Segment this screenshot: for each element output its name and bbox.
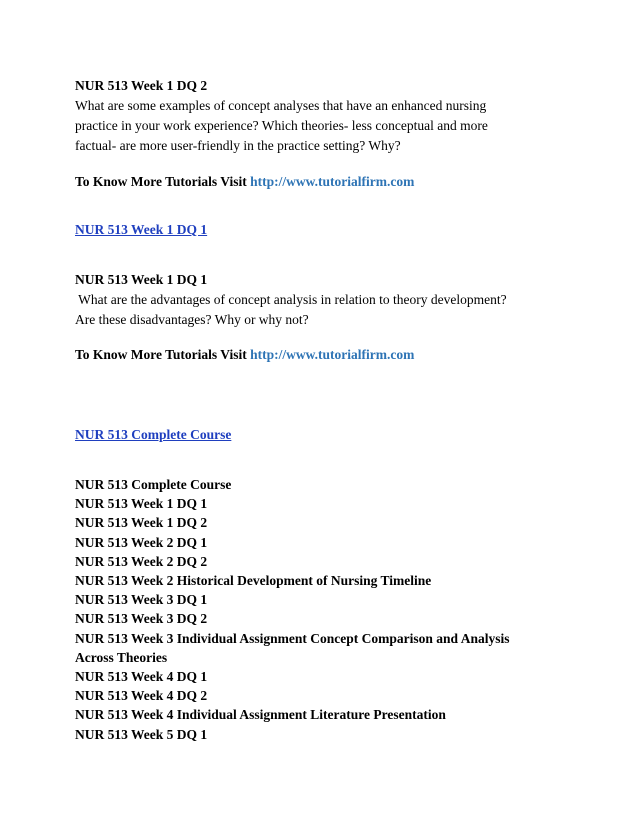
list-item: NUR 513 Week 1 DQ 1 xyxy=(75,496,208,512)
list-item: NUR 513 Week 3 Individual Assignment Concept Comparison and Analysis xyxy=(75,630,510,646)
link-row xyxy=(75,425,575,445)
body-line: What are some examples of concept analyses that have an enhanced nursing xyxy=(75,98,487,113)
list-item: NUR 513 Week 2 DQ 2 xyxy=(75,553,208,569)
visit-url-link[interactable]: http://www.tutorialfirm.com xyxy=(250,347,415,362)
section-heading: NUR 513 Week 1 DQ 1 xyxy=(75,272,208,287)
list-item: NUR 513 Week 2 DQ 1 xyxy=(75,534,208,550)
list-item: NUR 513 Week 3 DQ 1 xyxy=(75,592,208,608)
list-item: Across Theories xyxy=(75,649,168,665)
list-item: NUR 513 Week 4 Individual Assignment Literature Presentation xyxy=(75,707,446,723)
visit-line xyxy=(75,172,575,192)
visit-line xyxy=(75,345,575,365)
section-heading: NUR 513 Week 1 DQ 2 xyxy=(75,78,208,93)
body-line: Are these disadvantages? Why or why not? xyxy=(75,312,309,327)
course-list xyxy=(75,475,575,744)
body-line: factual- are more user-friendly in the practice setting? Why? xyxy=(75,138,401,153)
list-item: NUR 513 Week 3 DQ 2 xyxy=(75,611,208,627)
list-item: NUR 513 Complete Course xyxy=(75,477,232,492)
complete-course-link[interactable]: NUR 513 Complete Course xyxy=(75,427,232,442)
body-line: What are the advantages of concept analysis in relation to theory development? xyxy=(75,292,507,307)
list-item: NUR 513 Week 4 DQ 1 xyxy=(75,669,208,685)
section-week1-dq1 xyxy=(75,270,575,330)
visit-url-link[interactable]: http://www.tutorialfirm.com xyxy=(250,174,415,189)
link-row xyxy=(75,220,575,240)
list-item: NUR 513 Week 4 DQ 2 xyxy=(75,688,208,704)
list-item: NUR 513 Week 5 DQ 1 xyxy=(75,726,208,742)
week1-dq1-link[interactable]: NUR 513 Week 1 DQ 1 xyxy=(75,222,208,237)
section-week1-dq2 xyxy=(75,76,575,156)
visit-label: To Know More Tutorials Visit xyxy=(75,174,247,189)
list-item: NUR 513 Week 2 Historical Development of Nursing Timeline xyxy=(75,573,432,589)
list-item: NUR 513 Week 1 DQ 2 xyxy=(75,515,208,531)
visit-label: To Know More Tutorials Visit xyxy=(75,347,247,362)
body-line: practice in your work experience? Which theories- less conceptual and more xyxy=(75,118,488,133)
